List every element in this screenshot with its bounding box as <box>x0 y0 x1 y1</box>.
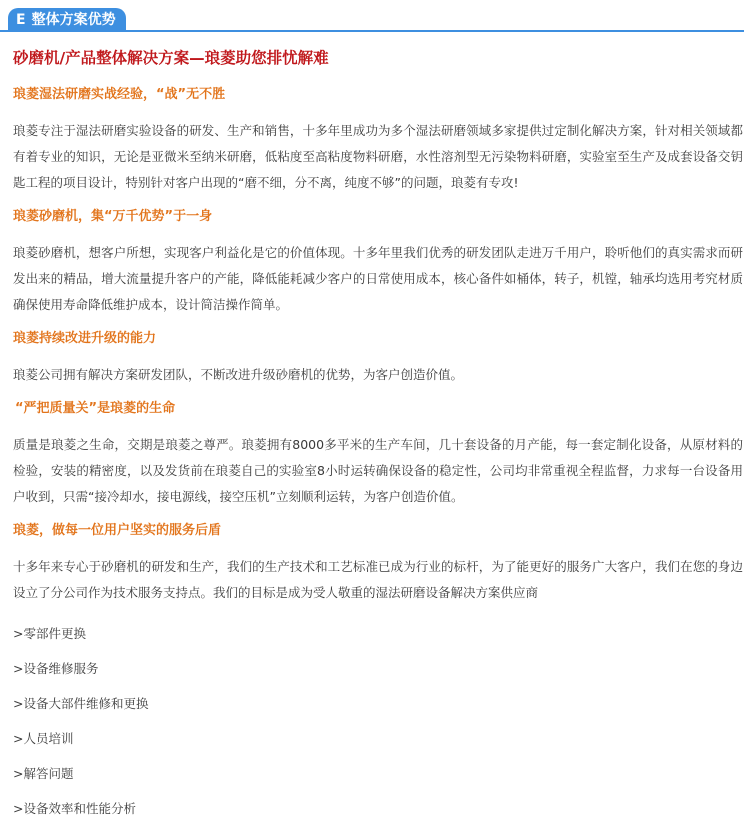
section-service <box>13 520 743 606</box>
service-list <box>13 616 743 826</box>
section-experience <box>13 84 743 196</box>
section-body: 质量是琅菱之生命，交期是琅菱之尊严。琅菱拥有8000多平米的生产车间，几十套设备的月产能，每一套定制化设备，从原材料的检验，安装的精密度，以及发货前在琅菱自己的实验室8小时运转确保设备的稳定性，公司均非常重视全程监督，力求每一台设备用户收到，只需“接冷却水，接电源线，接空压机”立刻顺利运转，为客户创造价值。 <box>13 437 743 504</box>
page-title: 砂磨机/产品整体解决方案—琅菱助您排忧解难 <box>13 49 329 67</box>
section-header <box>0 0 749 34</box>
list-item: >零部件更换 <box>13 626 86 641</box>
header-divider <box>0 30 744 32</box>
section-title: 整体方案优势 <box>31 12 116 28</box>
list-item: >人员培训 <box>13 731 74 746</box>
section-heading: 琅菱砂磨机，集“万千优势”于一身 <box>13 209 213 224</box>
list-item: >解答问题 <box>13 766 74 781</box>
section-improvement <box>13 328 743 388</box>
section-body: 十多年来专心于砂磨机的研发和生产，我们的生产技术和工艺标准已成为行业的标杆，为了能更好的服务广大客户，我们在您的身边设立了分公司作为技术服务支持点。我们的目标是成为受人敬重的湿法研磨设备解决方案供应商 <box>13 559 743 600</box>
section-quality <box>13 398 743 510</box>
list-item: >设备大部件维修和更换 <box>13 696 149 711</box>
section-advantages <box>13 206 743 318</box>
section-tab <box>8 8 126 32</box>
list-item: >设备效率和性能分析 <box>13 801 136 816</box>
section-body: 琅菱公司拥有解决方案研发团队，不断改进升级砂磨机的优势，为客户创造价值。 <box>13 367 464 382</box>
list-item: >设备维修服务 <box>13 661 99 676</box>
section-body: 琅菱专注于湿法研磨实验设备的研发、生产和销售，十多年里成功为多个湿法研磨领域多家提供过定制化解决方案，针对相关领域都有着专业的知识，无论是亚微米至纳米研磨，低粘度至高粘度物料研磨，水性溶剂型无污染物料研磨，实验室至生产及成套设备交钥匙工程的项目设计，特别针对客户出现的“磨不细，分不离，纯度不够”的问题，琅菱有专攻! <box>13 123 743 190</box>
article-content <box>13 46 743 826</box>
section-heading: 琅菱，做每一位用户坚实的服务后盾 <box>13 523 222 538</box>
section-body: 琅菱砂磨机，想客户所想，实现客户利益化是它的价值体现。十多年里我们优秀的研发团队走进万千用户，聆听他们的真实需求而研发出来的精品，增大流量提升客户的产能，降低能耗减少客户的日常使用成本，核心备件如桶体，转子，机镗，轴承均选用考究材质确保使用寿命降低维护成本，设计简洁操作简单。 <box>13 245 743 312</box>
section-letter: E <box>16 12 26 28</box>
section-heading: 琅菱持续改进升级的能力 <box>13 331 157 346</box>
section-heading: “严把质量关”是琅菱的生命 <box>15 401 176 416</box>
section-heading: 琅菱湿法研磨实战经验，“战”无不胜 <box>13 87 226 102</box>
